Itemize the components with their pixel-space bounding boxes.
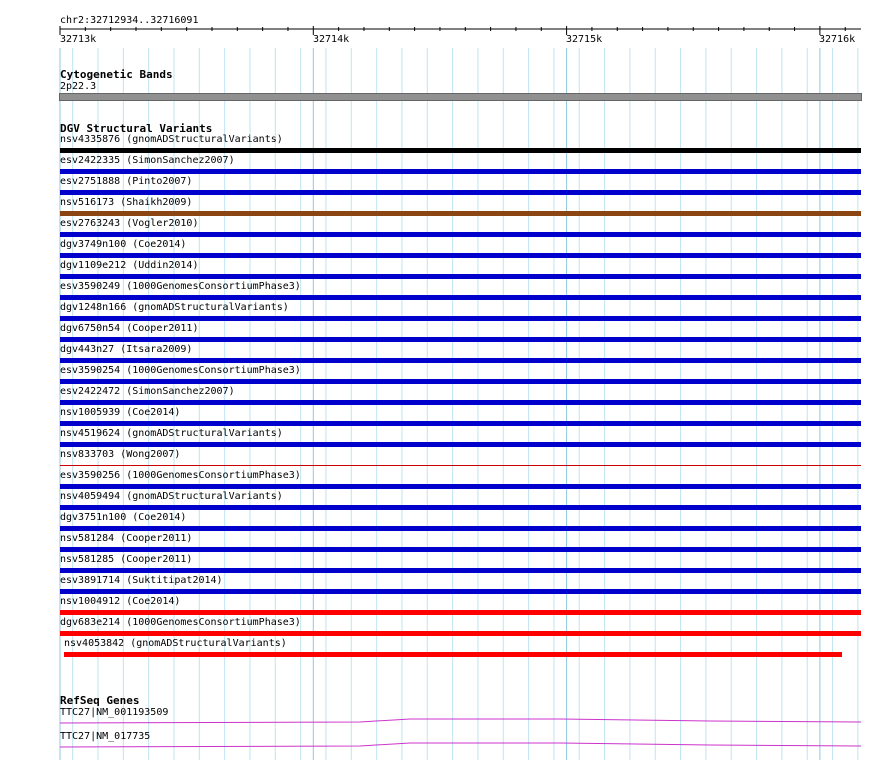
dgv-feature-bar[interactable]: [60, 547, 861, 552]
dgv-feature-label: nsv833703 (Wong2007): [60, 449, 181, 460]
cytoband-track-title: Cytogenetic Bands: [60, 68, 173, 81]
dgv-feature-label: nsv4053842 (gnomADStructuralVariants): [64, 638, 287, 649]
dgv-feature-bar[interactable]: [60, 169, 861, 174]
dgv-feature-bar[interactable]: [60, 442, 861, 447]
dgv-feature-bar[interactable]: [60, 568, 861, 573]
dgv-feature-bar[interactable]: [60, 232, 861, 237]
dgv-feature-label: esv3590256 (1000GenomesConsortiumPhase3): [60, 470, 301, 481]
dgv-feature-bar[interactable]: [60, 631, 861, 636]
dgv-feature-label: esv3590254 (1000GenomesConsortiumPhase3): [60, 365, 301, 376]
dgv-feature-bar[interactable]: [60, 400, 861, 405]
ruler-tick-label: 32716k: [819, 34, 856, 45]
dgv-feature-bar[interactable]: [60, 316, 861, 321]
dgv-feature-label: esv2422472 (SimonSanchez2007): [60, 386, 235, 397]
dgv-feature-label: esv2751888 (Pinto2007): [60, 176, 193, 187]
dgv-feature-label: nsv581285 (Cooper2011): [60, 554, 193, 565]
dgv-feature-label: esv2763243 (Vogler2010): [60, 218, 199, 229]
ruler-tick-label: 32714k: [313, 34, 350, 45]
dgv-feature-bar[interactable]: [60, 379, 861, 384]
dgv-feature-label: dgv3751n100 (Coe2014): [60, 512, 187, 523]
dgv-feature-label: dgv443n27 (Itsara2009): [60, 344, 193, 355]
refseq-transcript[interactable]: [60, 740, 861, 750]
dgv-feature-bar[interactable]: [60, 337, 861, 342]
dgv-feature-bar[interactable]: [60, 295, 861, 300]
dgv-feature-label: esv2422335 (SimonSanchez2007): [60, 155, 235, 166]
dgv-feature-bar[interactable]: [64, 652, 842, 657]
refseq-track-title: RefSeq Genes: [60, 694, 140, 707]
ruler-range-label: chr2:32712934..32716091: [60, 15, 199, 26]
dgv-feature-label: nsv516173 (Shaikh2009): [60, 197, 193, 208]
dgv-feature-bar[interactable]: [60, 211, 861, 216]
dgv-feature-bar[interactable]: [60, 589, 861, 594]
dgv-feature-bar[interactable]: [60, 421, 861, 426]
cytoband-label: 2p22.3: [60, 81, 97, 92]
dgv-feature-label: dgv683e214 (1000GenomesConsortiumPhase3): [60, 617, 301, 628]
dgv-feature-bar[interactable]: [60, 190, 861, 195]
dgv-feature-bar[interactable]: [60, 253, 861, 258]
refseq-gene-label: TTC27|NM_017735: [60, 731, 151, 742]
dgv-feature-bar[interactable]: [60, 610, 861, 615]
dgv-feature-bar[interactable]: [60, 358, 861, 363]
dgv-feature-bar[interactable]: [60, 505, 861, 510]
cytoband-bar[interactable]: [60, 94, 861, 100]
ruler-tick-label: 32715k: [566, 34, 603, 45]
dgv-feature-bar[interactable]: [60, 148, 861, 153]
dgv-track-title: DGV Structural Variants: [60, 122, 213, 135]
refseq-gene-label: TTC27|NM_001193509: [60, 707, 169, 718]
dgv-feature-bar[interactable]: [60, 484, 861, 489]
dgv-feature-label: esv3590249 (1000GenomesConsortiumPhase3): [60, 281, 301, 292]
refseq-transcript[interactable]: [60, 716, 861, 726]
dgv-feature-bar[interactable]: [60, 274, 861, 279]
dgv-feature-label: nsv581284 (Cooper2011): [60, 533, 193, 544]
dgv-feature-label: nsv4519624 (gnomADStructuralVariants): [60, 428, 283, 439]
dgv-feature-label: dgv1248n166 (gnomADStructuralVariants): [60, 302, 289, 313]
dgv-feature-label: dgv6750n54 (Cooper2011): [60, 323, 199, 334]
dgv-feature-label: nsv1004912 (Coe2014): [60, 596, 181, 607]
dgv-feature-bar[interactable]: [60, 465, 861, 466]
dgv-feature-label: dgv1109e212 (Uddin2014): [60, 260, 199, 271]
dgv-feature-bar[interactable]: [60, 526, 861, 531]
ruler-tick-label: 32713k: [60, 34, 97, 45]
dgv-feature-label: esv3891714 (Suktitipat2014): [60, 575, 223, 586]
dgv-feature-label: dgv3749n100 (Coe2014): [60, 239, 187, 250]
dgv-feature-label: nsv1005939 (Coe2014): [60, 407, 181, 418]
dgv-feature-label: nsv4059494 (gnomADStructuralVariants): [60, 491, 283, 502]
dgv-feature-label: nsv4335876 (gnomADStructuralVariants): [60, 134, 283, 145]
